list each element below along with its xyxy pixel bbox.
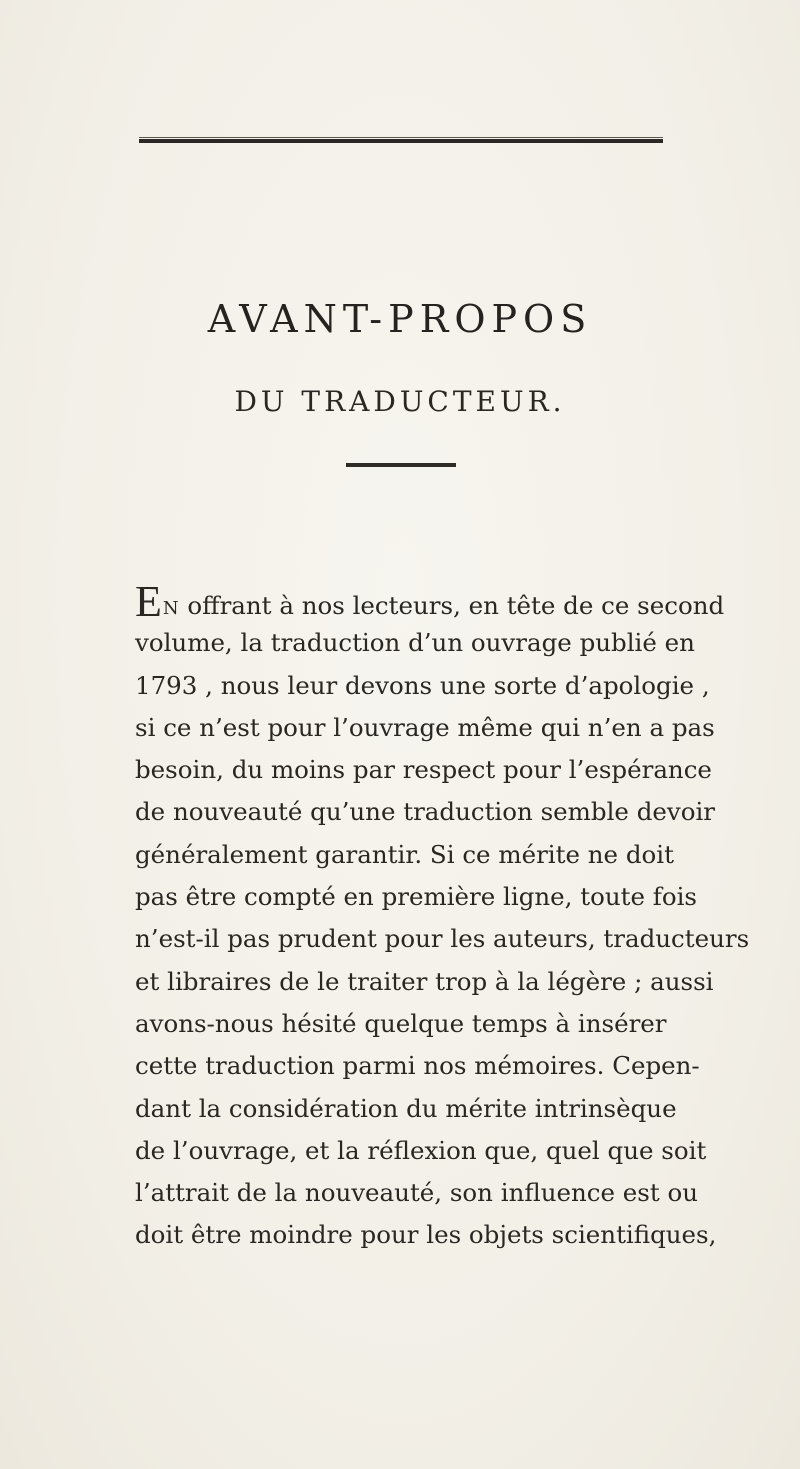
- text-line-13: dant la considération du mérite intrinsèque: [135, 1093, 677, 1123]
- text-line-11: avons-nous hésité quelque temps à insérer: [135, 1008, 667, 1038]
- page-title: AVANT-PROPOS: [207, 297, 593, 341]
- section-divider: [346, 463, 456, 467]
- drop-cap-continuation: N: [162, 598, 180, 619]
- text-line-6: de nouveauté qu’une traduction semble devoir: [135, 797, 716, 827]
- text-line-2: volume, la traduction d’un ouvrage publié en: [135, 628, 695, 658]
- text-line-3: 1793 , nous leur devons une sorte d’apologie ,: [135, 670, 710, 700]
- text-line-8: pas être compté en première ligne, toute fois: [135, 882, 697, 912]
- text-line-16: doit être moindre pour les objets scientifiques,: [135, 1220, 717, 1250]
- top-rule-thick-line: [139, 139, 663, 143]
- body-paragraph: [135, 577, 750, 1257]
- drop-cap: E: [135, 577, 162, 626]
- page-subtitle: DU TRADUCTEUR.: [234, 385, 566, 418]
- text-line-15: l’attrait de la nouveauté, son influence est ou: [135, 1178, 699, 1208]
- text-line-10: et libraires de le traiter trop à la légère ; aussi: [135, 966, 714, 996]
- text-line-14: de l’ouvrage, et la réflexion que, quel que soit: [135, 1135, 707, 1165]
- text-line-1: [135, 577, 725, 626]
- text-line-1-rest: offrant à nos lecteurs, en tête de ce second: [179, 591, 725, 620]
- top-ornamental-rule: [139, 137, 663, 144]
- text-line-9: n’est-il pas prudent pour les auteurs, traducteurs: [135, 924, 750, 954]
- top-rule-thin-line: [139, 137, 663, 138]
- text-line-4: si ce n’est pour l’ouvrage même qui n’en a pas: [135, 712, 715, 742]
- text-line-5: besoin, du moins par respect pour l’espérance: [135, 755, 712, 785]
- text-line-12: cette traduction parmi nos mémoires. Cepen-: [135, 1051, 700, 1081]
- text-line-7: généralement garantir. Si ce mérite ne doit: [135, 839, 674, 869]
